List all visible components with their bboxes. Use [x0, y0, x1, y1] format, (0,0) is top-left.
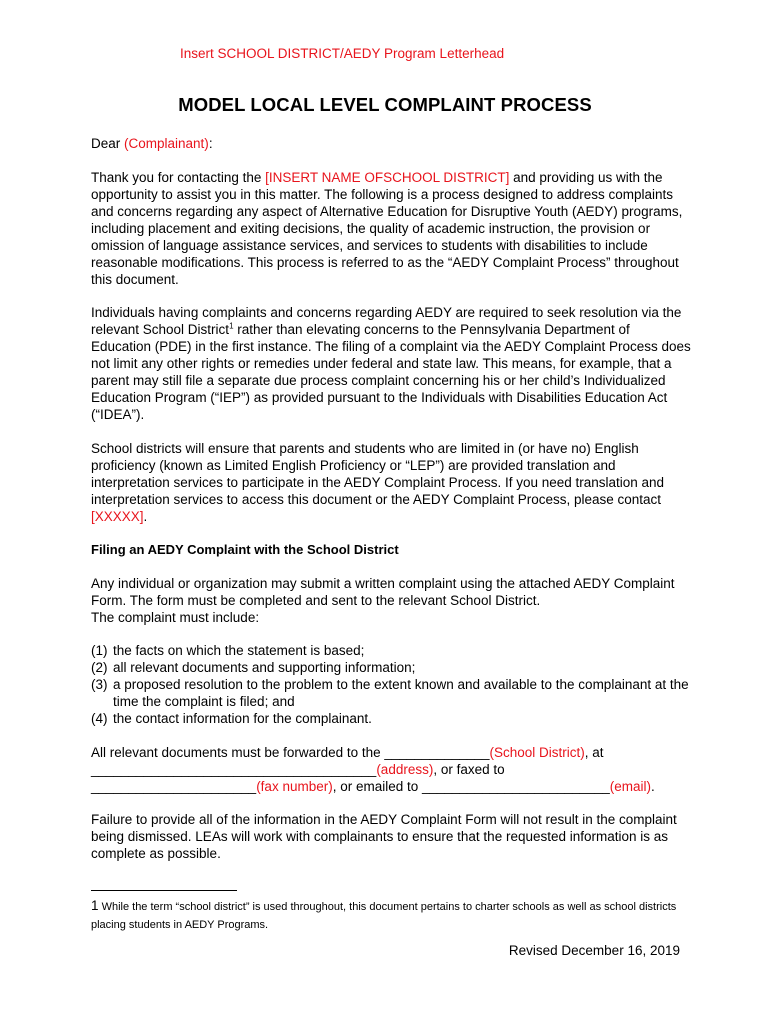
list-number: (4) [91, 711, 108, 726]
list-number: (3) [91, 677, 108, 692]
list-item-text: the facts on which the statement is based; [113, 643, 365, 658]
salutation-suffix: : [208, 136, 213, 151]
paragraph-text: rather than elevating concerns to the Pennsylvania Department of Education (PDE) in the first instance. The filing of a complaint via the AEDY Complaint Process does not limit any other rights or remedies under federal and state law. This means, for example, that a parent may still file a separate due process complaint concerning his or her child’s Individualized Education Program (“IEP”) as provided pursuant to the Individuals with Disabilities Education Act (“IDEA”). [91, 322, 691, 422]
document-body [91, 135, 691, 879]
complainant-placeholder: (Complainant) [124, 136, 209, 151]
paragraph-text: Any individual or organization may submit a written complaint using the attached AEDY Complaint Form. The form must be completed and sent to the relevant School District. [91, 575, 675, 608]
list-item [91, 676, 691, 710]
paragraph-text: All relevant documents must be forwarded to the ______________ [91, 744, 490, 760]
list-item [91, 659, 691, 676]
list-item-text: a proposed resolution to the problem to the extent known and available to the complainant at the time the complaint is filed; and [113, 677, 689, 709]
paragraph-text: Thank you for contacting the [91, 169, 266, 185]
email-placeholder: (email) [609, 778, 651, 794]
paragraph-text: School districts will ensure that parents and students who are limited in (or have no) English proficiency (known as Limited English Proficiency or “LEP”) are provided translation and interpretation services to participate in the AEDY Complaint Process. If you need translation and interpretation services to access this document or the AEDY Complaint Process, please contact [91, 440, 665, 507]
paragraph-filing [91, 575, 691, 626]
paragraph-text: , or emailed to _________________________ [332, 778, 610, 794]
footnote-divider [91, 890, 237, 891]
school-district-placeholder: (School District) [489, 744, 585, 760]
paragraph-text: , or faxed to ______________________ [91, 761, 505, 794]
paragraph-text: The complaint must include: [91, 609, 260, 625]
paragraph-text: . [143, 508, 148, 524]
list-item [91, 642, 691, 659]
salutation-prefix: Dear [91, 136, 125, 151]
school-district-name-placeholder: [INSERT NAME OFSCHOOL DISTRICT] [265, 169, 510, 185]
paragraph-text: Individuals having complaints and concerns regarding AEDY are required to seek resolution via the relevant School District [91, 305, 682, 337]
paragraph-resolution [91, 304, 691, 423]
footnote-text: While the term “school district” is used throughout, this document pertains to charter schools as well as school districts placing students in AEDY Programs. [91, 901, 677, 931]
revision-date: Revised December 16, 2019 [508, 943, 680, 958]
section-heading: Filing an AEDY Complaint with the School District [91, 542, 399, 557]
list-number: (2) [91, 660, 108, 675]
list-item-text: the contact information for the complainant. [113, 711, 372, 726]
paragraph-text: and providing us with the opportunity to assist you in this matter. The following is a process designed to address complaints and concerns regarding any aspect of Alternative Education for Disruptive Youth (AEDY) programs, including placement and exiting decisions, the quality of academic instruction, the provision or omission of language assistance services, and services to students with disabilities to include reasonable modifications. This process is referred to as the “AEDY Complaint Process” throughout this document. [91, 169, 683, 287]
paragraph-text: . [650, 778, 655, 794]
paragraph-text: , at ______________________________________ [91, 744, 604, 777]
footnote-number: 1 [91, 898, 99, 913]
list-number: (1) [91, 643, 108, 658]
requirements-list [91, 642, 691, 727]
letterhead-placeholder: Insert SCHOOL DISTRICT/AEDY Program Letterhead [180, 46, 505, 61]
address-placeholder: (address) [376, 761, 434, 777]
paragraph-intro [91, 169, 691, 288]
paragraph-forwarding [91, 744, 691, 795]
footnote-reference: 1 [229, 321, 234, 331]
salutation [91, 135, 691, 152]
document-title: MODEL LOCAL LEVEL COMPLAINT PROCESS [178, 94, 592, 115]
paragraph-failure: Failure to provide all of the information in the AEDY Complaint Form will not result in the complaint being dismissed. LEAs will work with complainants to ensure that the requested information is as complete as possible. [91, 812, 677, 861]
fax-number-placeholder: (fax number) [256, 778, 333, 794]
footnote [91, 897, 691, 934]
list-item-text: all relevant documents and supporting information; [113, 660, 416, 675]
paragraph-language-services [91, 440, 691, 525]
list-item [91, 710, 691, 727]
contact-placeholder: [XXXXX] [91, 508, 144, 524]
